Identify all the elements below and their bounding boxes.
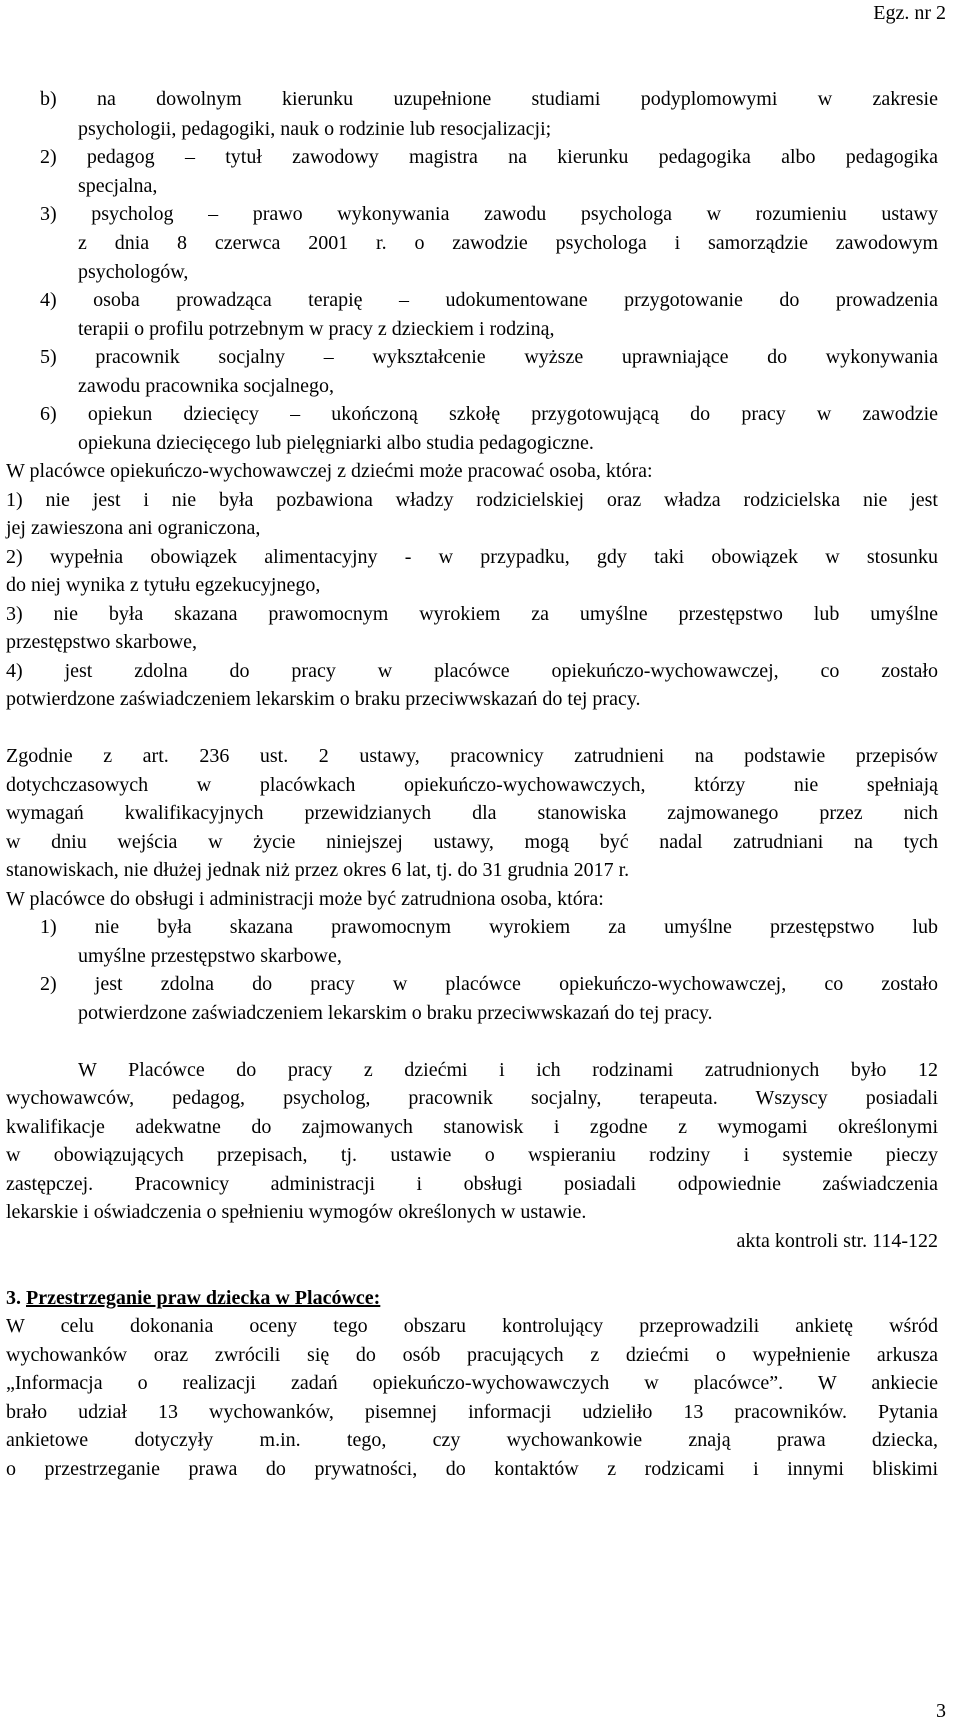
text-line: przestępstwo skarbowe, (6, 631, 198, 653)
text-line: 4) osoba prowadząca terapię – udokumentowane przygotowanie do prowadzenia (40, 289, 938, 311)
text-line: potwierdzone zaświadczeniem lekarskim o braku przeciwwskazań do tej pracy. (78, 1002, 713, 1024)
text-line: specjalna, (78, 175, 158, 197)
text-line: o przestrzeganie prawa do prywatności, do kontaktów z rodzicami i innymi bliskimi (6, 1458, 938, 1480)
text-line: z dnia 8 czerwca 2001 r. o zawodzie psychologa i samorządzie zawodowym (78, 232, 938, 254)
section-number: 3. (6, 1287, 21, 1309)
text-line: „Informacja o realizacji zadań opiekuńczo-wychowawczych w placówce”. W ankiecie (6, 1372, 938, 1394)
text-line: dotychczasowych w placówkach opiekuńczo-wychowawczych, którzy nie spełniają (6, 774, 938, 796)
text-line: psychologii, pedagogiki, nauk o rodzinie lub resocjalizacji; (78, 118, 552, 140)
text-line: opiekuna dziecięcego lub pielęgniarki albo studia pedagogiczne. (78, 432, 594, 454)
page-number: 3 (936, 1700, 946, 1722)
text-line: 1) nie jest i nie była pozbawiona władzy rodzicielskiej oraz władza rodzicielska nie jest (6, 489, 938, 511)
section-title: Przestrzeganie praw dziecka w Placówce: (26, 1287, 381, 1309)
text-line: terapii o profilu potrzebnym w pracy z dzieckiem i rodziną, (78, 318, 555, 340)
text-line: brało udział 13 wychowanków, pisemnej informacji udzieliło 13 pracowników. Pytania (6, 1401, 938, 1423)
text-line: stanowiskach, nie dłużej jednak niż przez okres 6 lat, tj. do 31 grudnia 2017 r. (6, 859, 630, 881)
text-line: 3) psycholog – prawo wykonywania zawodu psychologa w rozumieniu ustawy (40, 203, 938, 225)
text-line: 3) nie była skazana prawomocnym wyrokiem za umyślne przestępstwo lub umyślne (6, 603, 938, 625)
text-line: do niej wynika z tytułu egzekucyjnego, (6, 574, 321, 596)
text-line: ankietowe dotyczyły m.in. tego, czy wychowankowie znają prawa dziecka, (6, 1429, 938, 1451)
text-line: W Placówce do pracy z dziećmi i ich rodzinami zatrudnionych było 12 (78, 1059, 938, 1081)
text-line: kwalifikacje adekwatne do zajmowanych stanowisk i zgodne z wymogami określonymi (6, 1116, 938, 1138)
text-line: w dniu wejścia w życie niniejszej ustawy, mogą być nadal zatrudniani na tych (6, 831, 938, 853)
text-line: 2) pedagog – tytuł zawodowy magistra na kierunku pedagogika albo pedagogika (40, 146, 938, 168)
text-line: W placówce do obsługi i administracji może być zatrudniona osoba, która: (6, 888, 604, 910)
text-line: zastępczej. Pracownicy administracji i obsługi posiadali odpowiednie zaświadczenia (6, 1173, 938, 1195)
text-line: b) na dowolnym kierunku uzupełnione studiami podyplomowymi w zakresie (40, 88, 938, 110)
text-line: wymagań kwalifikacyjnych przewidzianych dla stanowiska zajmowanego przez nich (6, 802, 938, 824)
text-line: W celu dokonania oceny tego obszaru kontrolujący przeprowadzili ankietę wśród (6, 1315, 938, 1337)
text-line: 1) nie była skazana prawomocnym wyrokiem za umyślne przestępstwo lub (40, 916, 938, 938)
text-line: Zgodnie z art. 236 ust. 2 ustawy, pracownicy zatrudnieni na podstawie przepisów (6, 745, 938, 767)
text-line: 5) pracownik socjalny – wykształcenie wyższe uprawniające do wykonywania (40, 346, 938, 368)
text-line: psychologów, (78, 261, 189, 283)
text-line: wychowawców, pedagog, psycholog, pracownik socjalny, terapeuta. Wszyscy posiadali (6, 1087, 938, 1109)
text-line: umyślne przestępstwo skarbowe, (78, 945, 342, 967)
reference-note: akta kontroli str. 114-122 (736, 1230, 938, 1252)
text-line: 2) wypełnia obowiązek alimentacyjny - w przypadku, gdy taki obowiązek w stosunku (6, 546, 938, 568)
text-line: 2) jest zdolna do pracy w placówce opiekuńczo-wychowawczej, co zostało (40, 973, 938, 995)
text-line: lekarskie i oświadczenia o spełnieniu wymogów określonych w ustawie. (6, 1201, 587, 1223)
copy-number-label: Egz. nr 2 (873, 2, 946, 24)
text-line: 4) jest zdolna do pracy w placówce opiekuńczo-wychowawczej, co zostało (6, 660, 938, 682)
text-line: 6) opiekun dziecięcy – ukończoną szkołę przygotowującą do pracy w zawodzie (40, 403, 938, 425)
text-line: W placówce opiekuńczo-wychowawczej z dziećmi może pracować osoba, która: (6, 460, 653, 482)
text-line: jej zawieszona ani ograniczona, (6, 517, 261, 539)
text-line: wychowanków oraz zwrócili się do osób pracujących z dziećmi o wypełnienie arkusza (6, 1344, 938, 1366)
text-line: w obowiązujących przepisach, tj. ustawie o wspieraniu rodziny i systemie pieczy (6, 1144, 938, 1166)
text-line: potwierdzone zaświadczeniem lekarskim o braku przeciwwskazań do tej pracy. (6, 688, 641, 710)
section-heading (6, 1283, 938, 1313)
text-line: zawodu pracownika socjalnego, (78, 375, 335, 397)
